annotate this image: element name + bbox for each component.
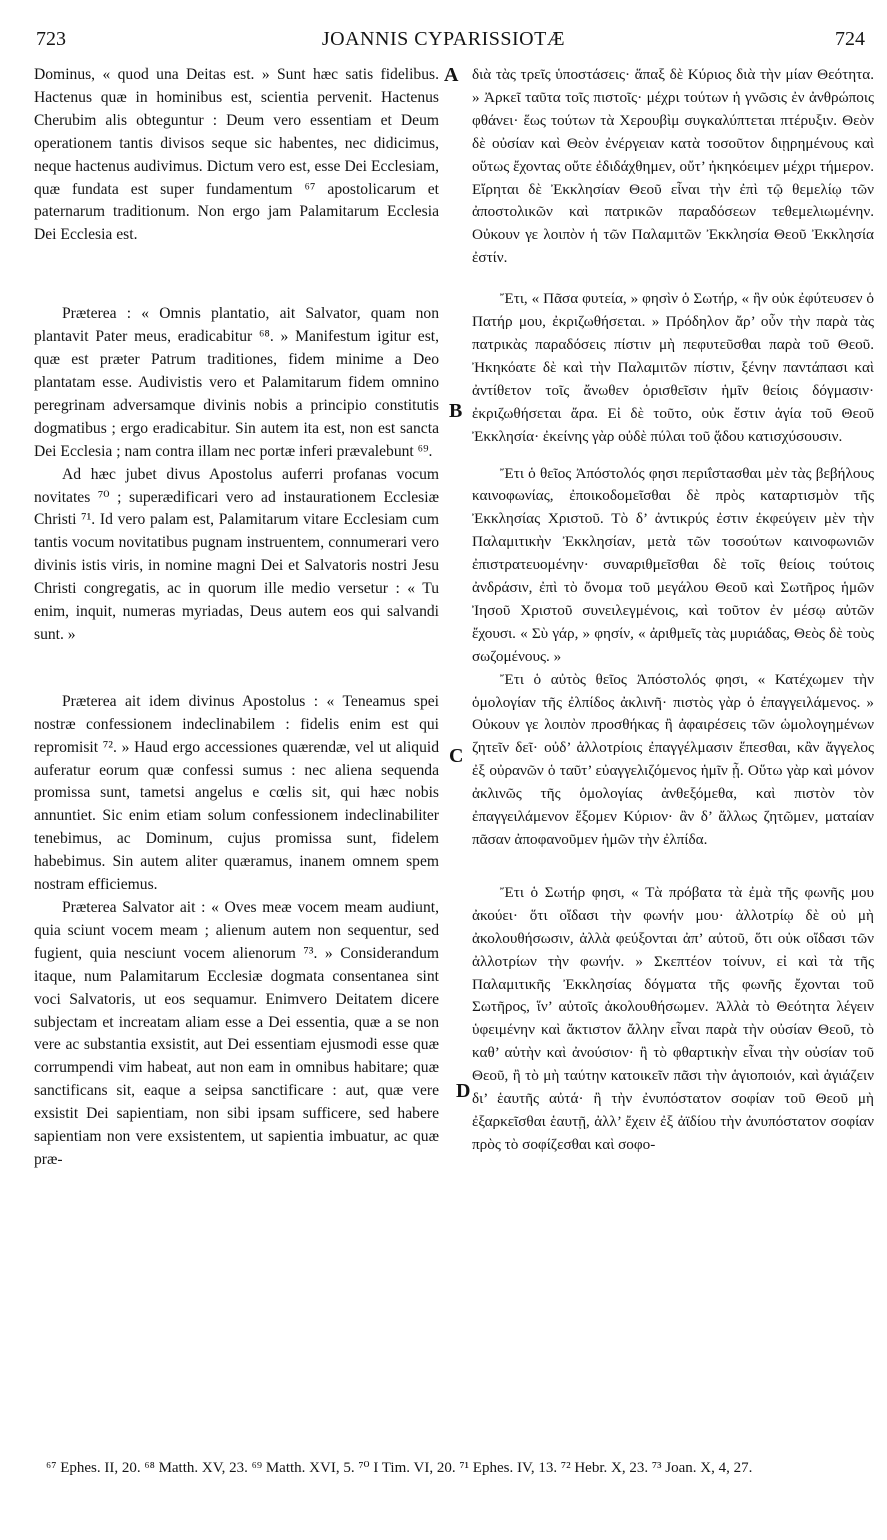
section-marker-b: B [449,400,463,422]
section-marker-a: A [444,64,459,86]
page-number-right: 724 [835,28,865,50]
latin-paragraph: Præterea Salvator ait : « Oves meæ vocem meam audiunt, quia sciunt vocem meam ; alienum autem non sequentur, sed fugient, quia nesciunt vocem alienorum ⁷³. » Considerandum itaque, num Palamitarum Ecclesiæ dogmata consentanea sint voci Salvatoris, ut eos sequamur. Enimvero Deitatem dicere subjectam et increatam aliam esse a Dei essentia, quæ a se non vere ac substantia exsistit, aut Dei essentiam ejusmodi esse quæ corrumpendi vim habeat, aut non eam in omnibus habitare; quæ sanctificans sit, eaque a seipsa sanctificare : aut, quæ vere exsistit Dei sapientiam, non sibi ipsam sufficere, sed habere sapientiam non vere exsistentem, ut sapientia imbuatur, ac quæ præ- [34,899,439,1168]
latin-column [34,64,439,1172]
greek-paragraph: Ἔτι ὁ θεῖος Ἀπόστολός φησι περιΐστασθαι μὲν τὰς βεβήλους καινοφωνίας, ἐποικοδομεῖσθαι δὲ πρὸς καταρτισμὸν τῆς Ἐκκλησίας Χριστοῦ. Τὸ δ’ ἀντικρύς ἐστιν ἐκφεύγειν μὲν τὴν Παλαμιτικὴν Ἐκκλησίαν, μετὰ τῶν τοσούτων καινοφωνιῶν ἐπιστρατευομένην· συναριθμεῖσθαι δὲ τοῖς θείοις τούτοις ἀνδράσιν, ἐπὶ τὸ ὄνομα τοῦ μεγάλου Θεοῦ καὶ Σωτῆρος ἡμῶν Ἰησοῦ Χριστοῦ συνειλεγμένοις, καὶ τοῦτον ἐν μέσῳ αὐτῶν ἔχουσι. « Σὺ γάρ, » φησίν, « ἀριθμεῖς τὰς μυριάδας, Θεὸς δὲ τοὺς σωζομένους. » [472,464,874,665]
footnotes: ⁶⁷ Ephes. II, 20. ⁶⁸ Matth. XV, 23. ⁶⁹ Matth. XVI, 5. ⁷⁰ I Tim. VI, 20. ⁷¹ Ephes. IV, 13. ⁷² Hebr. X, 23. ⁷³ Joan. X, 4, 27. [46,1460,753,1476]
greek-paragraph: Ἔτι, « Πᾶσα φυτεία, » φησὶν ὁ Σωτήρ, « ἣν οὐκ ἐφύτευσεν ὁ Πατήρ μου, ἐκριζωθήσεται. » Πρόδηλον ἄρ’ οὖν τὴν παρὰ τὰς πατρικὰς παραδόσεις πίστιν μὴ πεφυτεῦσθαι παρὰ τοῦ Θεοῦ. Ἠκηκόατε δὲ καὶ τὴν Παλαμιτῶν πίστιν, ξένην παντάπασι καὶ ἀντίθετον τοῖς ἄνωθεν ὁρισθεῖσιν ἡμῖν θείοις δόγμασιν· ἐκριζωθήσεται ἄρα. Εἰ δὲ τοῦτο, οὐκ ἔστιν ἁγία τοῦ Θεοῦ Ἐκκλησία· ἐκείνης γὰρ οὐδὲ πύλαι τοῦ ᾅδου κατισχύσουσιν. [472,290,874,445]
latin-paragraph: Præterea : « Omnis plantatio, ait Salvator, quam non plantavit Pater meus, eradicabitur ⁶⁸. » Manifestum igitur est, quæ est præter Patrum traditiones, fidem minime a Deo plantatam esse. Audivistis vero et Palamitarum fidem omnino peregrinam adversamque divinis nobis a principio constitutis dogmatibus ; ergo eradicabitur. Sin autem ita est, non est sancta Dei Ecclesia ; nam contra illam nec portæ inferi prævalebunt ⁶⁹. [34,305,439,460]
greek-paragraph: Ἔτι ὁ Σωτήρ φησι, « Τὰ πρόβατα τὰ ἐμὰ τῆς φωνῆς μου ἀκούει· ὅτι οἴδασι τὴν φωνήν μου· ἀλλοτρίῳ δὲ οὐ μὴ ἀκολουθήσωσιν, ἀλλὰ φεύξονται ἀπ’ αὐτοῦ, ὅτι οὐκ οἴδασι τῶν ἀλλοτρίων τὴν φωνήν. » Σκεπτέον τοίνυν, εἰ καὶ τὰ τῆς Παλαμιτικῆς Ἐκκλησίας δόγματα τῆς φωνῆς ἔχονται τοῦ Σωτῆρος, ἵν’ αὐτοῖς ἀκολουθήσωμεν. Ἀλλὰ τὸ Θεότητα λέγειν ὑφειμένην καὶ ἄκτιστον ἄλλην εἶναι παρὰ τὴν οὐσίαν Θεοῦ, τὸ καθ’ αὑτὴν καὶ ἀνούσιον· ἢ τὸ φθαρτικὴν εἶναι τὴν οὐσίαν τοῦ Θεοῦ, ἢ τὸ μὴ ταύτην κατοικεῖν πᾶσι τὴν ἁγιοποιόν, καὶ ἁγιάζειν δι’ ἑαυτῆς αὐτά· ἢ τὴν ἐνυπόστατον σοφίαν τοῦ Θεοῦ μὴ ἐξαρκεῖσθαι ἑαυτῇ, ἀλλ’ ἔχειν ἐξ ἀϊδίου τὴν ἀνυπόστατον σοφίαν πρὸς τὸ σοφίζεσθαι καὶ σοφο- [472,883,874,1153]
greek-paragraph: διὰ τὰς τρεῖς ὑποστάσεις· ἅπαξ δὲ Κύριος διὰ τὴν μίαν Θεότητα. » Ἀρκεῖ ταῦτα τοῖς πιστοῖς· μέχρι τούτων ἡ γνῶσις ἐν ἀνθρώποις φθάνει· ἕως τούτων τὰ Χερουβὶμ συγκαλύπτεται πτέρυξιν. Θεὸν δὲ οὐσίαν καὶ Θεὸν ἐνέργειαν κατὰ τοσοῦτον διῃρημένους καὶ οὕτως ἔχοντας οὔτε ἐδιδάχθημεν, οὔτ’ ἠκηκόειμεν μέχρι τήμερον. Εἴρηται δὲ Ἐκκλησίαν Θεοῦ εἶναι τὴν ἐπὶ τῷ θεμελίῳ τῶν ἀποστολικῶν καὶ πατρικῶν παραδόσεων τεθεμελιωμένην. Οὐκουν γε λοιπὸν ἡ τῶν Παλαμιτῶν Ἐκκλησία Θεοῦ Ἐκκλησία ἐστίν. [472,66,874,267]
latin-paragraph: Præterea ait idem divinus Apostolus : « Teneamus spei nostræ confessionem indeclinabilem : fidelis enim est qui repromisit ⁷². » Haud ergo accessiones quærendæ, vel ut aliquid auferatur eorum quæ confessi sumus : nec aliena sequenda promissa sunt, tametsi angelus e cœlis sit, qui hæc nobis annuntiet. Sic enim etiam solum confessionem indeclinabiliter tenebimus, ac Dominum, cujus promissa sunt, fidelem habebimus. Sin autem aliter quæramus, inanem omnem spem nostram efficiemus. [34,692,439,894]
greek-column [472,64,874,1157]
latin-paragraph: Ad hæc jubet divus Apostolus auferri profanas vocum novitates ⁷⁰ ; superædificari vero ad instaurationem Ecclesiæ Christi ⁷¹. Id vero palam est, Palamitarum vitare Ecclesiam cum tantis vocum novitatibus pugnam instruentem, connumerari vero divinis istis viris, in nomine magni Dei et Salvatoris nostri Jesu Christi congregatis, ac in quorum ille medio versetur : « Tu enim, inquit, numeras myriadas, Deus autem eos qui salvandi sunt. » [34,465,439,643]
running-title: JOANNIS CYPARISSIOTÆ [321,28,566,50]
section-marker-c: C [449,745,464,767]
latin-paragraph: Dominus, « quod una Deitas est. » Sunt hæc satis fidelibus. Hactenus quæ in hominibus est, scientia pervenit. Hactenus Cherubim alis obteguntur : Deum vero essentiam et Deum operationem tantis divisos seque sic habentes, nec didicimus, neque hactenus audivimus. Dictum vero est, esse Dei Ecclesiam, quæ fundata est super fundamentum ⁶⁷ apostolicarum et paternarum traditionum. Non ergo jam Palamitarum Ecclesia Dei Ecclesia est. [34,66,439,244]
page-number-left: 723 [36,28,66,50]
greek-paragraph: Ἔτι ὁ αὐτὸς θεῖος Ἀπόστολός φησι, « Κατέχωμεν τὴν ὁμολογίαν τῆς ἐλπίδος ἀκλινῆ· πιστὸς γὰρ ὁ ἐπαγγειλάμενος. » Οὐκουν γε λοιπὸν προσθήκας ἢ ἀφαιρέσεις τῶν ὡμολογημένων ζητεῖν δεῖ· οὐδ’ ἀλλοτρίοις ἐπαγγέλμασιν ἕπεσθαι, κἂν ἄγγελος ἐξ οὐρανῶν ὁ ταῦτ’ εὐαγγελιζόμενος ἡμῖν ᾖ. Οὕτω γὰρ καὶ μόνον ἀκλινῶς τῆς ὁμολογίας ἀνθεξόμεθα, καὶ πιστὸν τὸν ἐπαγγειλάμενον ἕξομεν Κύριον· ἂν δ’ ἄλλως ζητῶμεν, ματαίαν πᾶσαν ἀποφανοῦμεν ἡμῶν τὴν ἐλπίδα. [472,670,874,848]
section-marker-d: D [456,1080,471,1102]
